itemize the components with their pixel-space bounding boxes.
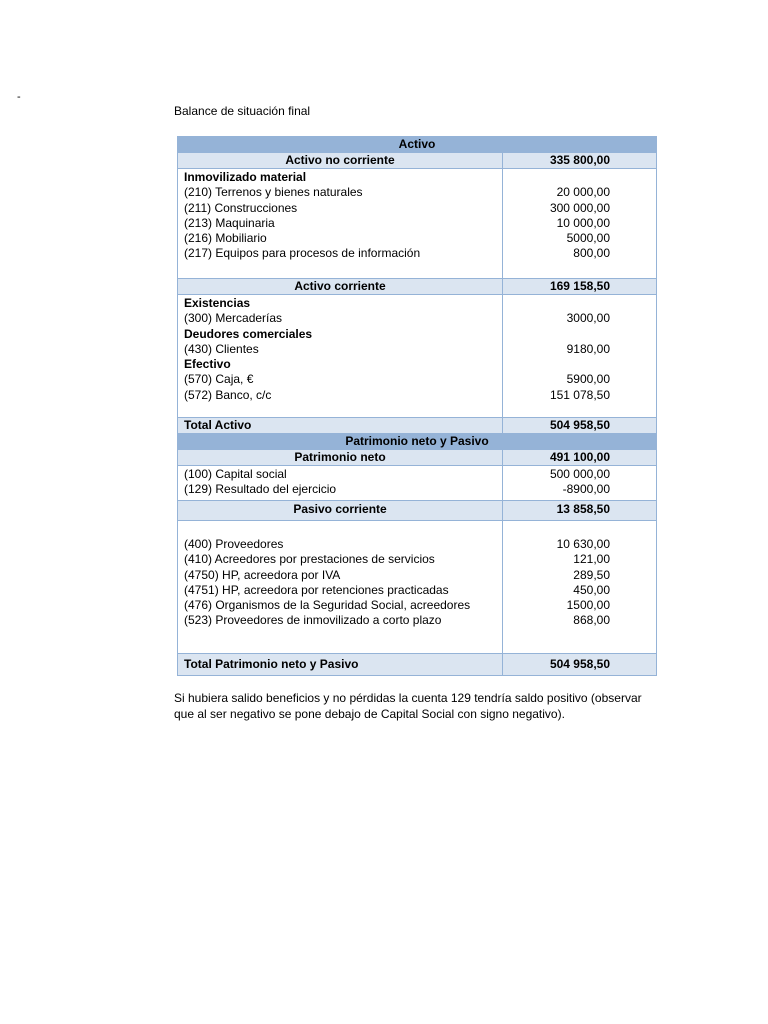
account-amount: 1500,00: [566, 598, 610, 613]
total-activo-label: Total Activo: [178, 418, 503, 434]
activo-header: Activo: [178, 137, 657, 153]
activo-corriente-amounts: [503, 295, 657, 418]
total-pasivo-label: Total Patrimonio neto y Pasivo: [178, 654, 503, 676]
account-label: (210) Terrenos y bienes naturales: [184, 185, 363, 200]
activo-corriente-label: Activo corriente: [178, 279, 503, 295]
document-title: Balance de situación final: [174, 104, 311, 118]
account-label: (572) Banco, c/c: [184, 387, 272, 402]
total-activo-amount: 504 958,50: [503, 418, 657, 434]
account-label: (410) Acreedores por prestaciones de servicios: [184, 552, 435, 567]
account-amount: 289,50: [573, 567, 610, 582]
group-title: Inmovilizado material: [184, 170, 307, 184]
pasivo-corriente-body: [178, 521, 657, 654]
account-label: (129) Resultado del ejercicio: [184, 482, 337, 497]
pasivo-header: Patrimonio neto y Pasivo: [178, 434, 657, 450]
pasivo-corriente-amounts: [503, 521, 657, 654]
total-activo-row: [178, 418, 657, 434]
pasivo-corriente-row: [178, 501, 657, 521]
balance-sheet-table: [177, 136, 657, 676]
account-label: (100) Capital social: [184, 467, 287, 481]
total-pasivo-row: [178, 654, 657, 676]
account-amount: 5000,00: [566, 231, 610, 246]
activo-no-corriente-labels: [178, 169, 503, 279]
account-label: (300) Mercaderías: [184, 311, 283, 326]
account-amount: 300 000,00: [549, 200, 610, 215]
account-amount: 500 000,00: [549, 467, 610, 481]
patrimonio-neto-labels: [178, 466, 503, 501]
page-marker: -: [17, 91, 21, 103]
activo-no-corriente-amounts: [503, 169, 657, 279]
account-amount: 20 000,00: [556, 185, 610, 200]
patrimonio-neto-amounts: [503, 466, 657, 501]
activo-corriente-labels: [178, 295, 503, 418]
account-amount: -8900,00: [562, 482, 610, 497]
account-label: (523) Proveedores de inmovilizado a corto plazo: [184, 613, 442, 628]
account-label: (216) Mobiliario: [184, 231, 267, 246]
activo-corriente-total: 169 158,50: [503, 279, 657, 295]
activo-corriente-body: [178, 295, 657, 418]
activo-corriente-row: [178, 279, 657, 295]
account-amount: 121,00: [573, 552, 610, 567]
account-label: (400) Proveedores: [184, 537, 284, 551]
account-amount: 868,00: [573, 613, 610, 628]
activo-no-corriente-total: 335 800,00: [503, 153, 657, 169]
explanatory-note: Si hubiera salido beneficios y no pérdidas la cuenta 129 tendría saldo positivo (observar que al ser negativo se pone debajo de Capital Social con signo negativo).: [174, 691, 642, 721]
pasivo-corriente-total: 13 858,50: [503, 501, 657, 521]
group-title: Existencias: [184, 296, 251, 310]
account-label: (430) Clientes: [184, 341, 259, 356]
account-amount: 10 630,00: [556, 537, 610, 551]
account-amount: 3000,00: [566, 311, 610, 326]
account-amount: 10 000,00: [556, 215, 610, 230]
account-label: (213) Maquinaria: [184, 215, 275, 230]
account-amount: 151 078,50: [549, 387, 610, 402]
account-amount: 450,00: [573, 582, 610, 597]
activo-header-row: [178, 137, 657, 153]
patrimonio-neto-row: [178, 450, 657, 466]
pasivo-corriente-label: Pasivo corriente: [178, 501, 503, 521]
patrimonio-neto-body: [178, 466, 657, 501]
activo-no-corriente-body: [178, 169, 657, 279]
account-label: (217) Equipos para procesos de información: [184, 246, 421, 261]
account-label: (4751) HP, acreedora por retenciones practicadas: [184, 582, 449, 597]
total-pasivo-amount: 504 958,50: [503, 654, 657, 676]
group-title: Efectivo: [184, 357, 231, 372]
patrimonio-neto-total: 491 100,00: [503, 450, 657, 466]
account-label: (211) Construcciones: [184, 200, 298, 215]
activo-no-corriente-label: Activo no corriente: [178, 153, 503, 169]
account-amount: 800,00: [573, 246, 610, 261]
activo-no-corriente-row: [178, 153, 657, 169]
account-amount: 9180,00: [566, 341, 610, 356]
pasivo-header-row: [178, 434, 657, 450]
account-label: (4750) HP, acreedora por IVA: [184, 567, 341, 582]
pasivo-corriente-labels: [178, 521, 503, 654]
patrimonio-neto-label: Patrimonio neto: [178, 450, 503, 466]
group-title: Deudores comerciales: [184, 326, 313, 341]
account-label: (570) Caja, €: [184, 372, 254, 387]
account-amount: 5900,00: [566, 372, 610, 387]
account-label: (476) Organismos de la Seguridad Social, acreedores: [184, 598, 471, 613]
